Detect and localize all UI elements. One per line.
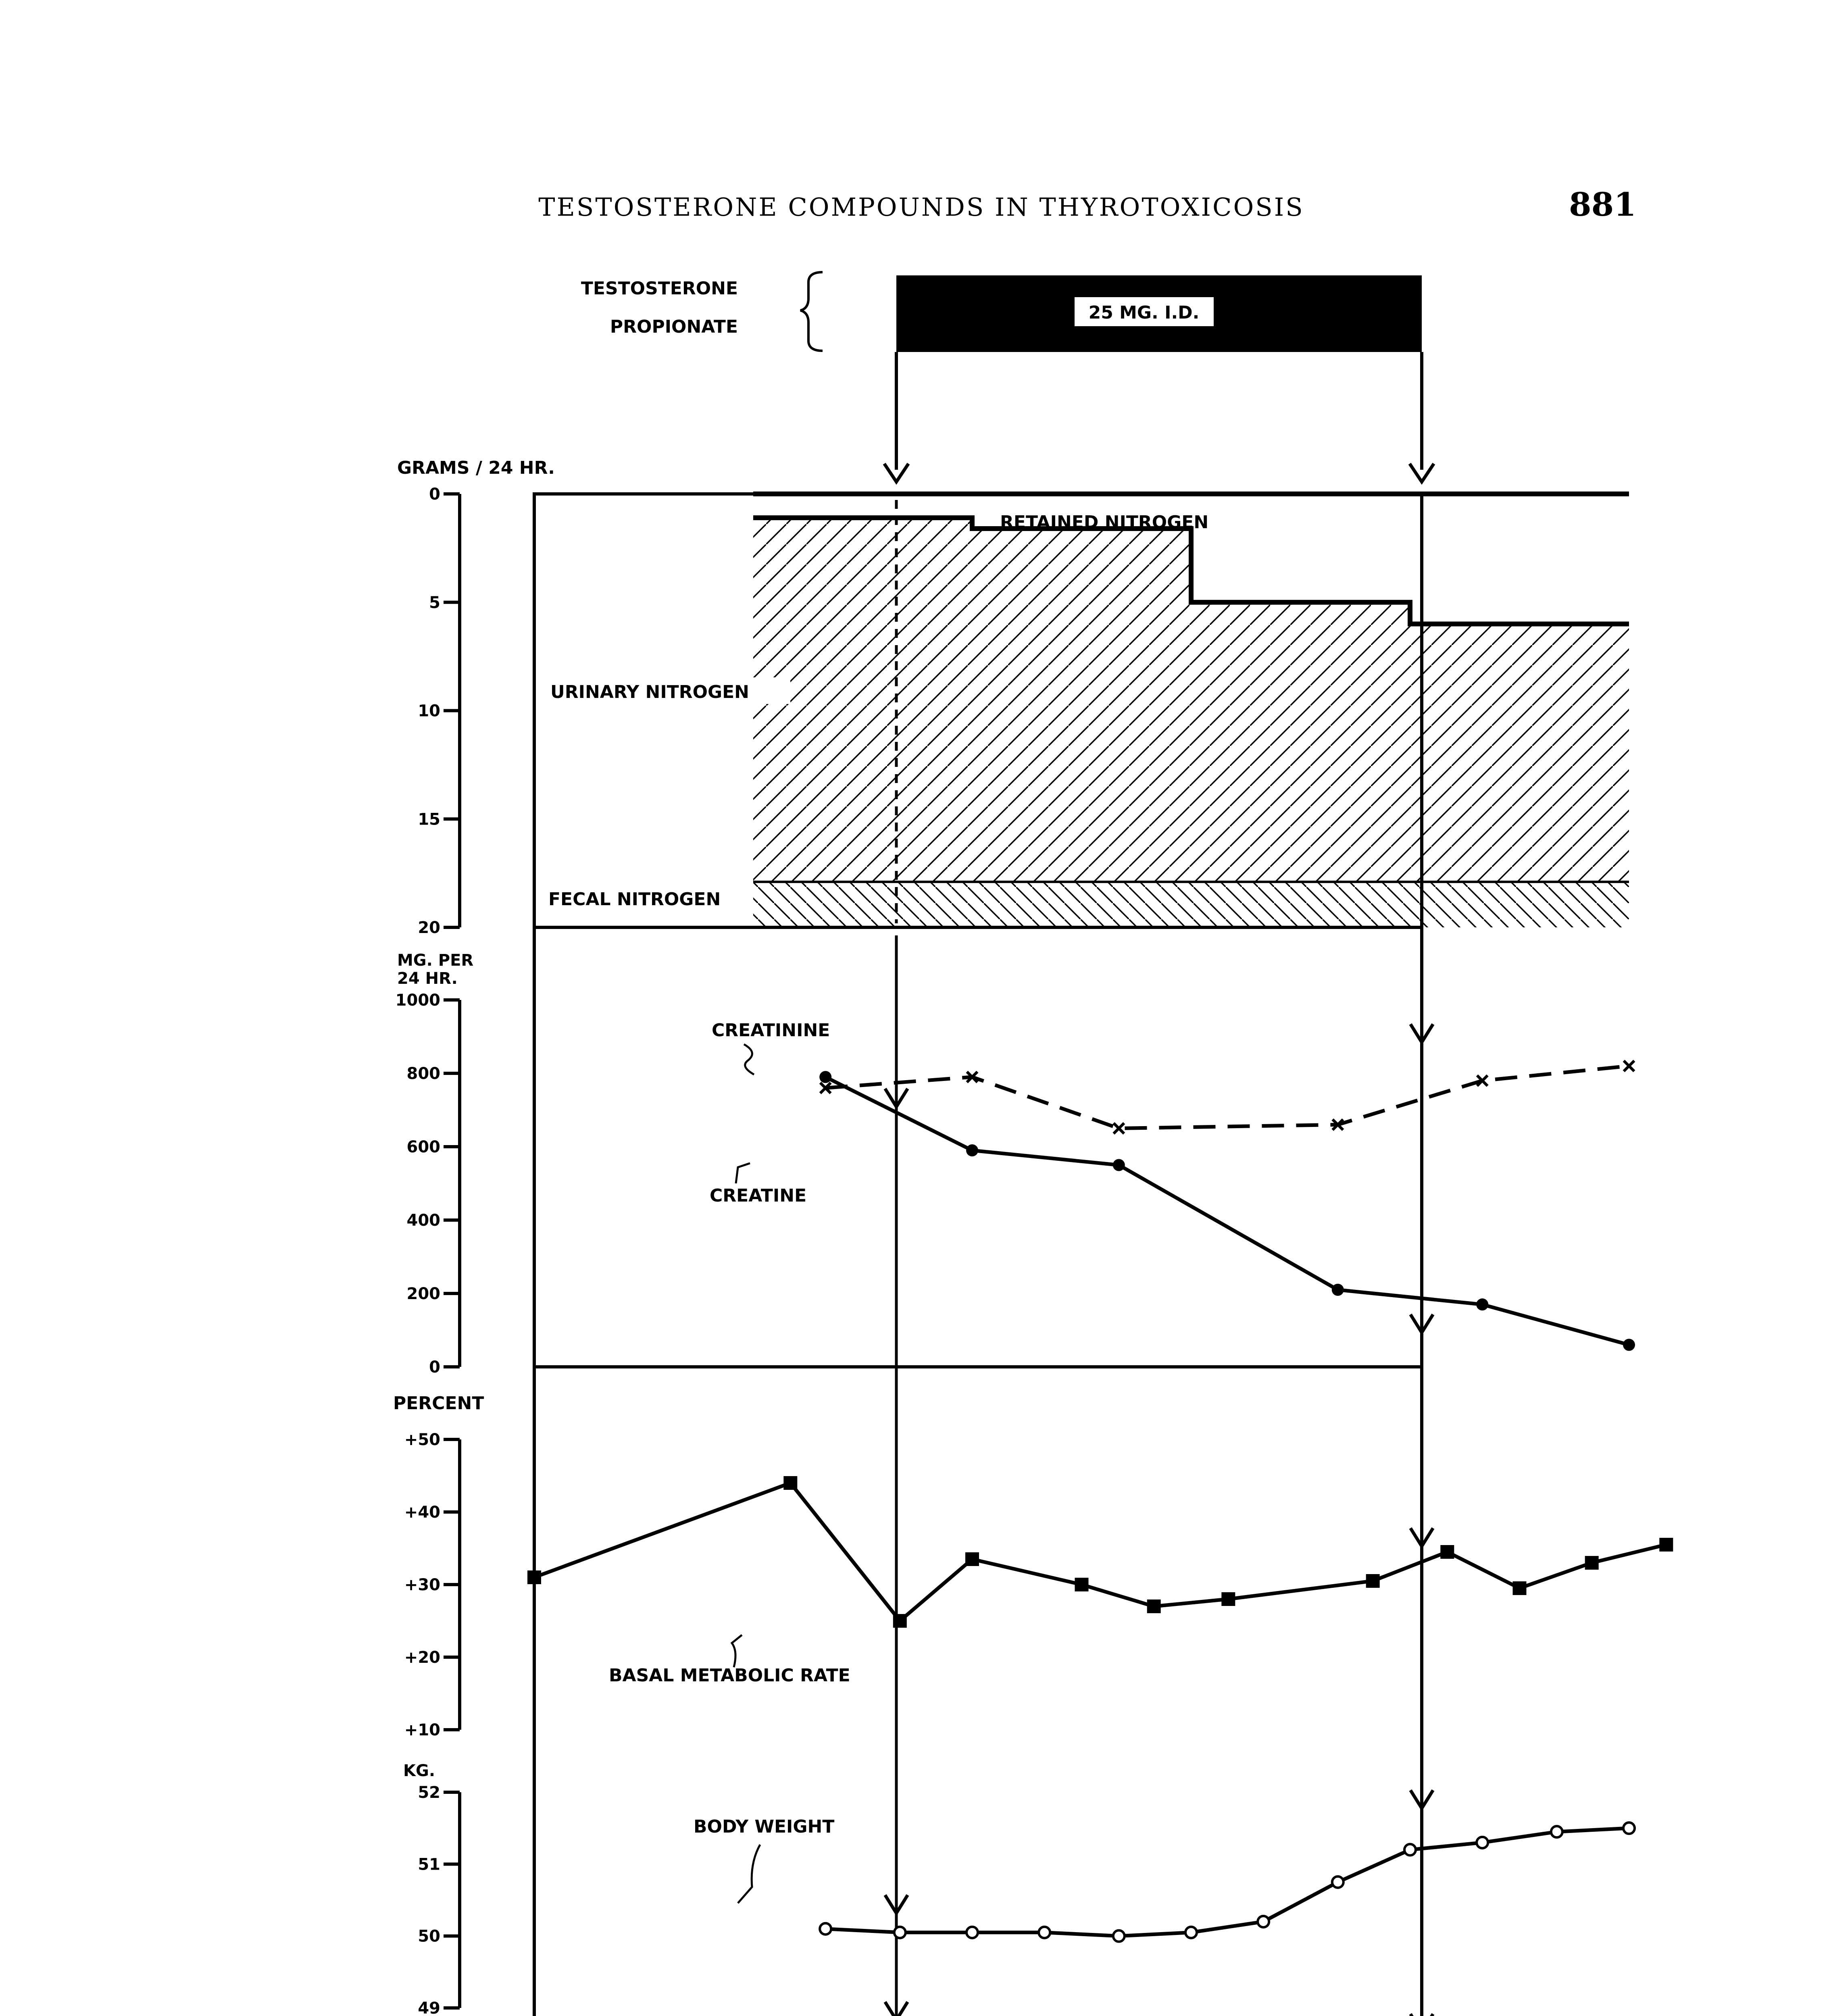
bmr-point — [1585, 1556, 1599, 1570]
weight-y-axis — [418, 1783, 460, 2016]
weight-series — [820, 1822, 1635, 1942]
bmr-tick-label: +20 — [404, 1648, 440, 1667]
weight-point — [967, 1927, 978, 1938]
fecal-nitrogen-area — [753, 882, 1629, 927]
creatine-tick-label: 200 — [406, 1285, 440, 1303]
creatine-point — [1623, 1339, 1635, 1351]
nitrogen-panel — [397, 458, 1629, 937]
bmr-point — [1440, 1545, 1454, 1559]
marker-arrows — [885, 1024, 1433, 2016]
creatinine-leader — [744, 1044, 754, 1075]
creatine-leader — [736, 1163, 750, 1183]
treatment-label-line-2: PROPIONATE — [610, 317, 738, 337]
creatinine-point — [1624, 1061, 1634, 1071]
bmr-line — [534, 1483, 1666, 1621]
body-weight-leader — [738, 1845, 760, 1903]
treatment-panel — [581, 272, 1434, 482]
creatine-point — [1113, 1159, 1125, 1171]
creatine-panel — [396, 951, 1635, 1377]
bmr-tick-label: +40 — [404, 1503, 440, 1522]
bmr-y-axis — [404, 1431, 460, 1739]
body-weight-label: BODY WEIGHT — [694, 1816, 835, 1837]
bmr-point — [1366, 1574, 1380, 1588]
creatine-label: CREATINE — [710, 1185, 807, 1206]
creatine-tick-label: 0 — [429, 1358, 440, 1377]
nitrogen-tick-label: 20 — [418, 918, 440, 937]
treatment-brace — [800, 272, 823, 351]
retained-nitrogen-label: RETAINED NITROGEN — [1000, 512, 1209, 533]
bmr-point — [1221, 1592, 1235, 1606]
bmr-point — [527, 1570, 541, 1584]
weight-point — [1477, 1837, 1488, 1848]
bmr-point — [783, 1476, 797, 1490]
weight-tick-label: 51 — [418, 1855, 440, 1874]
creatinine-label: CREATININE — [712, 1020, 830, 1041]
weight-point — [1332, 1876, 1344, 1888]
creatine-line — [825, 1077, 1629, 1345]
bmr-point — [1513, 1581, 1527, 1595]
creatine-y-label-line-2: 24 HR. — [397, 969, 458, 988]
weight-point — [1258, 1916, 1269, 1927]
page-number: 881 — [1569, 185, 1636, 223]
fecal-nitrogen-label: FECAL NITROGEN — [548, 889, 721, 910]
creatine-point — [966, 1144, 978, 1156]
weight-tick-label: 50 — [418, 1927, 440, 1946]
creatinine-point — [1114, 1123, 1124, 1134]
nitrogen-y-label: GRAMS / 24 HR. — [397, 458, 555, 478]
weight-point — [1623, 1822, 1635, 1834]
creatine-tick-label: 600 — [406, 1138, 440, 1156]
weight-tick-label: 49 — [418, 1999, 440, 2016]
bmr-y-label: PERCENT — [393, 1393, 484, 1414]
running-head: TESTOSTERONE COMPOUNDS IN THYROTOXICOSIS — [538, 192, 1304, 222]
bmr-point — [1659, 1538, 1673, 1552]
nitrogen-tick-label: 5 — [429, 593, 440, 612]
weight-tick-label: 52 — [418, 1783, 440, 1802]
creatine-point — [1332, 1284, 1344, 1296]
urinary-nitrogen-label: URINARY NITROGEN — [550, 682, 750, 702]
nitrogen-tick-label: 0 — [429, 485, 440, 504]
bmr-series — [527, 1476, 1673, 1628]
bmr-tick-label: +30 — [404, 1576, 440, 1594]
weight-panel — [403, 1762, 1635, 2016]
treatment-label-line-1: TESTOSTERONE — [581, 278, 738, 299]
nitrogen-tick-label: 10 — [418, 702, 440, 721]
bmr-label: BASAL METABOLIC RATE — [609, 1665, 850, 1686]
creatine-y-axis — [396, 991, 460, 1377]
creatine-series — [819, 1061, 1635, 1351]
creatinine-line — [825, 1066, 1629, 1129]
creatine-point — [1476, 1298, 1488, 1310]
bmr-point — [1147, 1599, 1161, 1613]
bmr-panel — [393, 1393, 1673, 1739]
nitrogen-y-axis — [418, 485, 460, 937]
weight-point — [1039, 1927, 1050, 1938]
bmr-point — [893, 1614, 907, 1628]
bmr-point — [965, 1552, 979, 1566]
creatine-y-label-line-1: MG. PER — [397, 951, 474, 970]
bmr-point — [1075, 1578, 1089, 1591]
bmr-tick-label: +50 — [404, 1431, 440, 1449]
nitrogen-tick-label: 15 — [418, 810, 440, 829]
creatine-tick-label: 400 — [406, 1211, 440, 1230]
bmr-leader — [732, 1635, 742, 1667]
dose-label: 25 MG. I.D. — [1088, 302, 1200, 323]
weight-point — [894, 1927, 906, 1938]
weight-point — [1404, 1844, 1416, 1856]
weight-point — [820, 1923, 831, 1935]
creatine-tick-label: 1000 — [395, 991, 440, 1010]
creatine-point — [819, 1071, 831, 1083]
weight-y-label: KG. — [403, 1762, 435, 1780]
weight-point — [1551, 1826, 1562, 1837]
weight-point — [1113, 1931, 1125, 1942]
weight-point — [1185, 1927, 1197, 1938]
bmr-tick-label: +10 — [404, 1721, 440, 1739]
creatine-tick-label: 800 — [406, 1064, 440, 1083]
weight-line — [825, 1828, 1629, 1936]
